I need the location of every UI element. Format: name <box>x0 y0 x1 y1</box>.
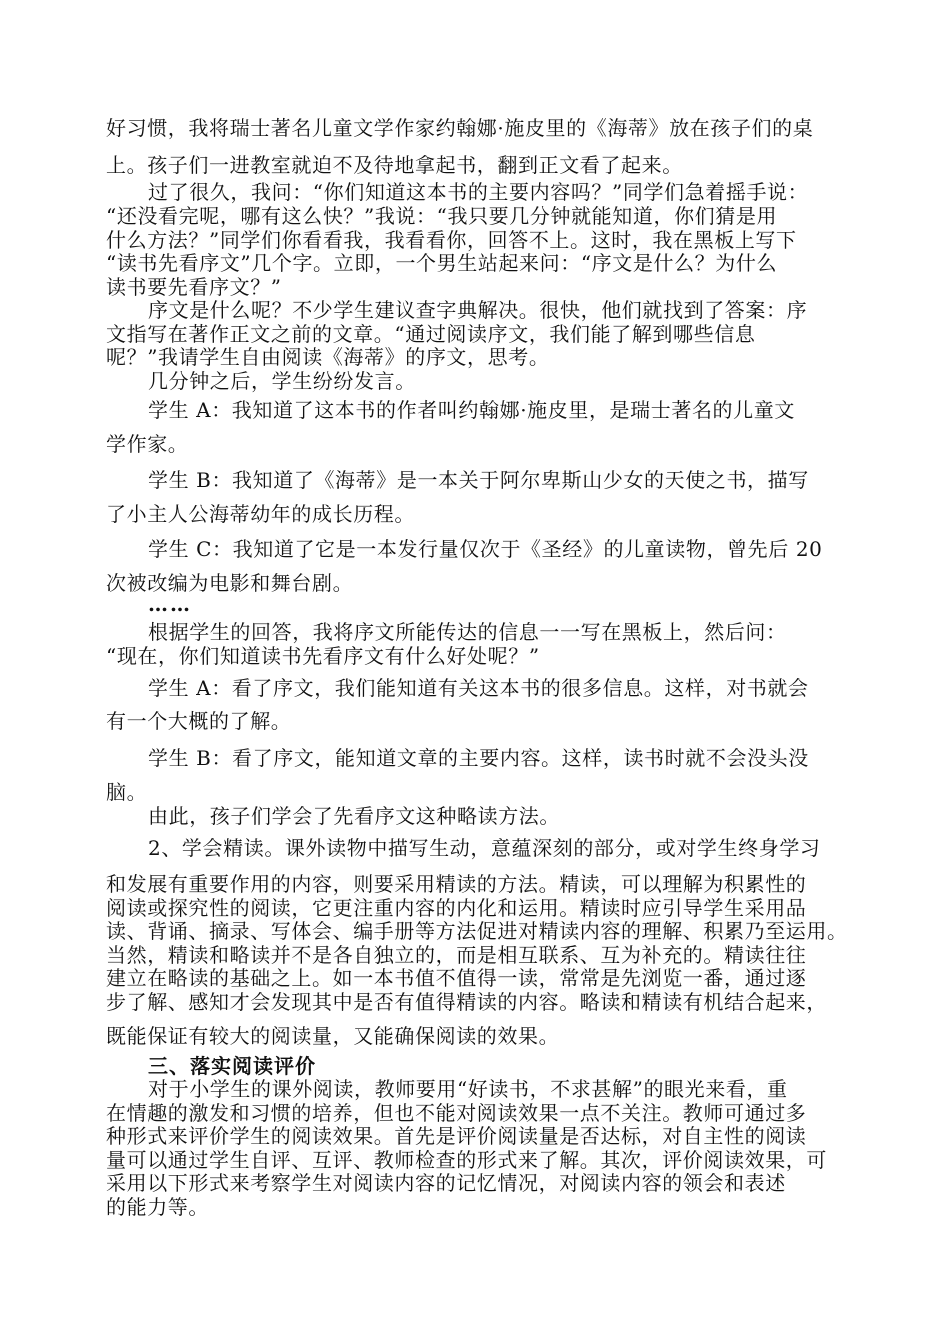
text-line: 读、背诵、摘录、写体会、编手册等方法促进对精读内容的理解、积累乃至运用。 <box>106 919 848 943</box>
text-line: 采用以下形式来考察学生对阅读内容的记忆情况，对阅读内容的领会和表述 <box>106 1171 786 1195</box>
text-line: 种形式来评价学生的阅读效果。首先是评价阅读量是否达标，对自主性的阅读 <box>106 1124 807 1148</box>
dialogue-line: 学生 B：看了序文，能知道文章的主要内容。这样，读书时就不会没头没 <box>148 746 809 770</box>
text-line: 文指写在著作正文之前的文章。“通过阅读序文，我们能了解到哪些信息 <box>106 322 756 346</box>
paragraph-first-line: 2、学会精读。课外读物中描写生动，意蕴深刻的部分，或对学生终身学习 <box>148 836 821 860</box>
dialogue-line: 学生 B：我知道了《海蒂》是一本关于阿尔卑斯山少女的天使之书，描写 <box>148 468 809 492</box>
text-line: 了小主人公海蒂幼年的成长历程。 <box>106 502 415 526</box>
text-line: 学作家。 <box>106 432 189 456</box>
text-line: 有一个大概的了解。 <box>106 709 292 733</box>
text-line: 呢？”我请学生自由阅读《海蒂》的序文，思考。 <box>106 345 550 369</box>
ellipsis: …… <box>148 592 192 616</box>
paragraph-first-line: 根据学生的回答，我将序文所能传达的信息一一写在黑板上，然后问： <box>148 620 787 644</box>
text-line: 好习惯，我将瑞士著名儿童文学作家约翰娜·施皮里的《海蒂》放在孩子们的桌 <box>106 116 814 140</box>
text-line: 的能力等。 <box>106 1195 209 1219</box>
paragraph-first-line: 由此，孩子们学会了先看序文这种略读方法。 <box>148 804 560 828</box>
text-line: 上。孩子们一进教室就迫不及待地拿起书，翻到正文看了起来。 <box>106 153 683 177</box>
text-line: 阅读或探究性的阅读，它更注重内容的内化和运用。精读时应引导学生采用品 <box>106 896 807 920</box>
text-line: “读书先看序文”几个字。立即，一个男生站起来问：“序文是什么？为什么 <box>106 251 778 275</box>
text-line: “还没看完呢，哪有这么快？”我说：“我只要几分钟就能知道，你们猜是用 <box>106 204 778 228</box>
paragraph-first-line: 序文是什么呢？不少学生建议查字典解决。很快，他们就找到了答案：序 <box>148 298 808 322</box>
text-line: 步了解、感知才会发现其中是否有值得精读的内容。略读和精读有机结合起来， <box>106 990 827 1014</box>
text-line: 在情趣的激发和习惯的培养，但也不能对阅读效果一点不关注。教师可通过多 <box>106 1101 807 1125</box>
text-line: 和发展有重要作用的内容，则要采用精读的方法。精读，可以理解为积累性的 <box>106 872 807 896</box>
text-line: 建立在略读的基础之上。如一本书值不值得一读，常常是先浏览一番，通过逐 <box>106 966 807 990</box>
dialogue-line: 学生 A：看了序文，我们能知道有关这本书的很多信息。这样，对书就会 <box>148 676 809 700</box>
text-line: 量可以通过学生自评、互评、教师检查的形式来了解。其次，评价阅读效果，可 <box>106 1148 827 1172</box>
paragraph-first-line: 几分钟之后，学生纷纷发言。 <box>148 369 416 393</box>
text-line: 当然，精读和略读并不是各自独立的，而是相互联系、互为补充的。精读往往 <box>106 943 807 967</box>
text-line: 读书要先看序文？” <box>106 275 282 299</box>
section-heading: 三、落实阅读评价 <box>148 1054 316 1078</box>
text-line: “现在，你们知道读书先看序文有什么好处呢？” <box>106 644 540 668</box>
paragraph-first-line: 过了很久，我问：“你们知道这本书的主要内容吗？”同学们急着摇手说： <box>148 180 809 204</box>
dialogue-line: 学生 A：我知道了这本书的作者叫约翰娜·施皮里，是瑞士著名的儿童文 <box>148 398 795 422</box>
text-line: 既能保证有较大的阅读量，又能确保阅读的效果。 <box>106 1024 560 1048</box>
text-line: 次被改编为电影和舞台剧。 <box>106 571 354 595</box>
paragraph-first-line: 对于小学生的课外阅读，教师要用“好读书，不求甚解”的眼光来看，重 <box>148 1077 788 1101</box>
text-line: 脑。 <box>106 780 148 804</box>
dialogue-line: 学生 C：我知道了它是一本发行量仅次于《圣经》的儿童读物，曾先后 20 <box>148 537 823 561</box>
text-line: 什么方法？”同学们你看看我，我看看你，回答不上。这时，我在黑板上写下 <box>106 228 797 252</box>
